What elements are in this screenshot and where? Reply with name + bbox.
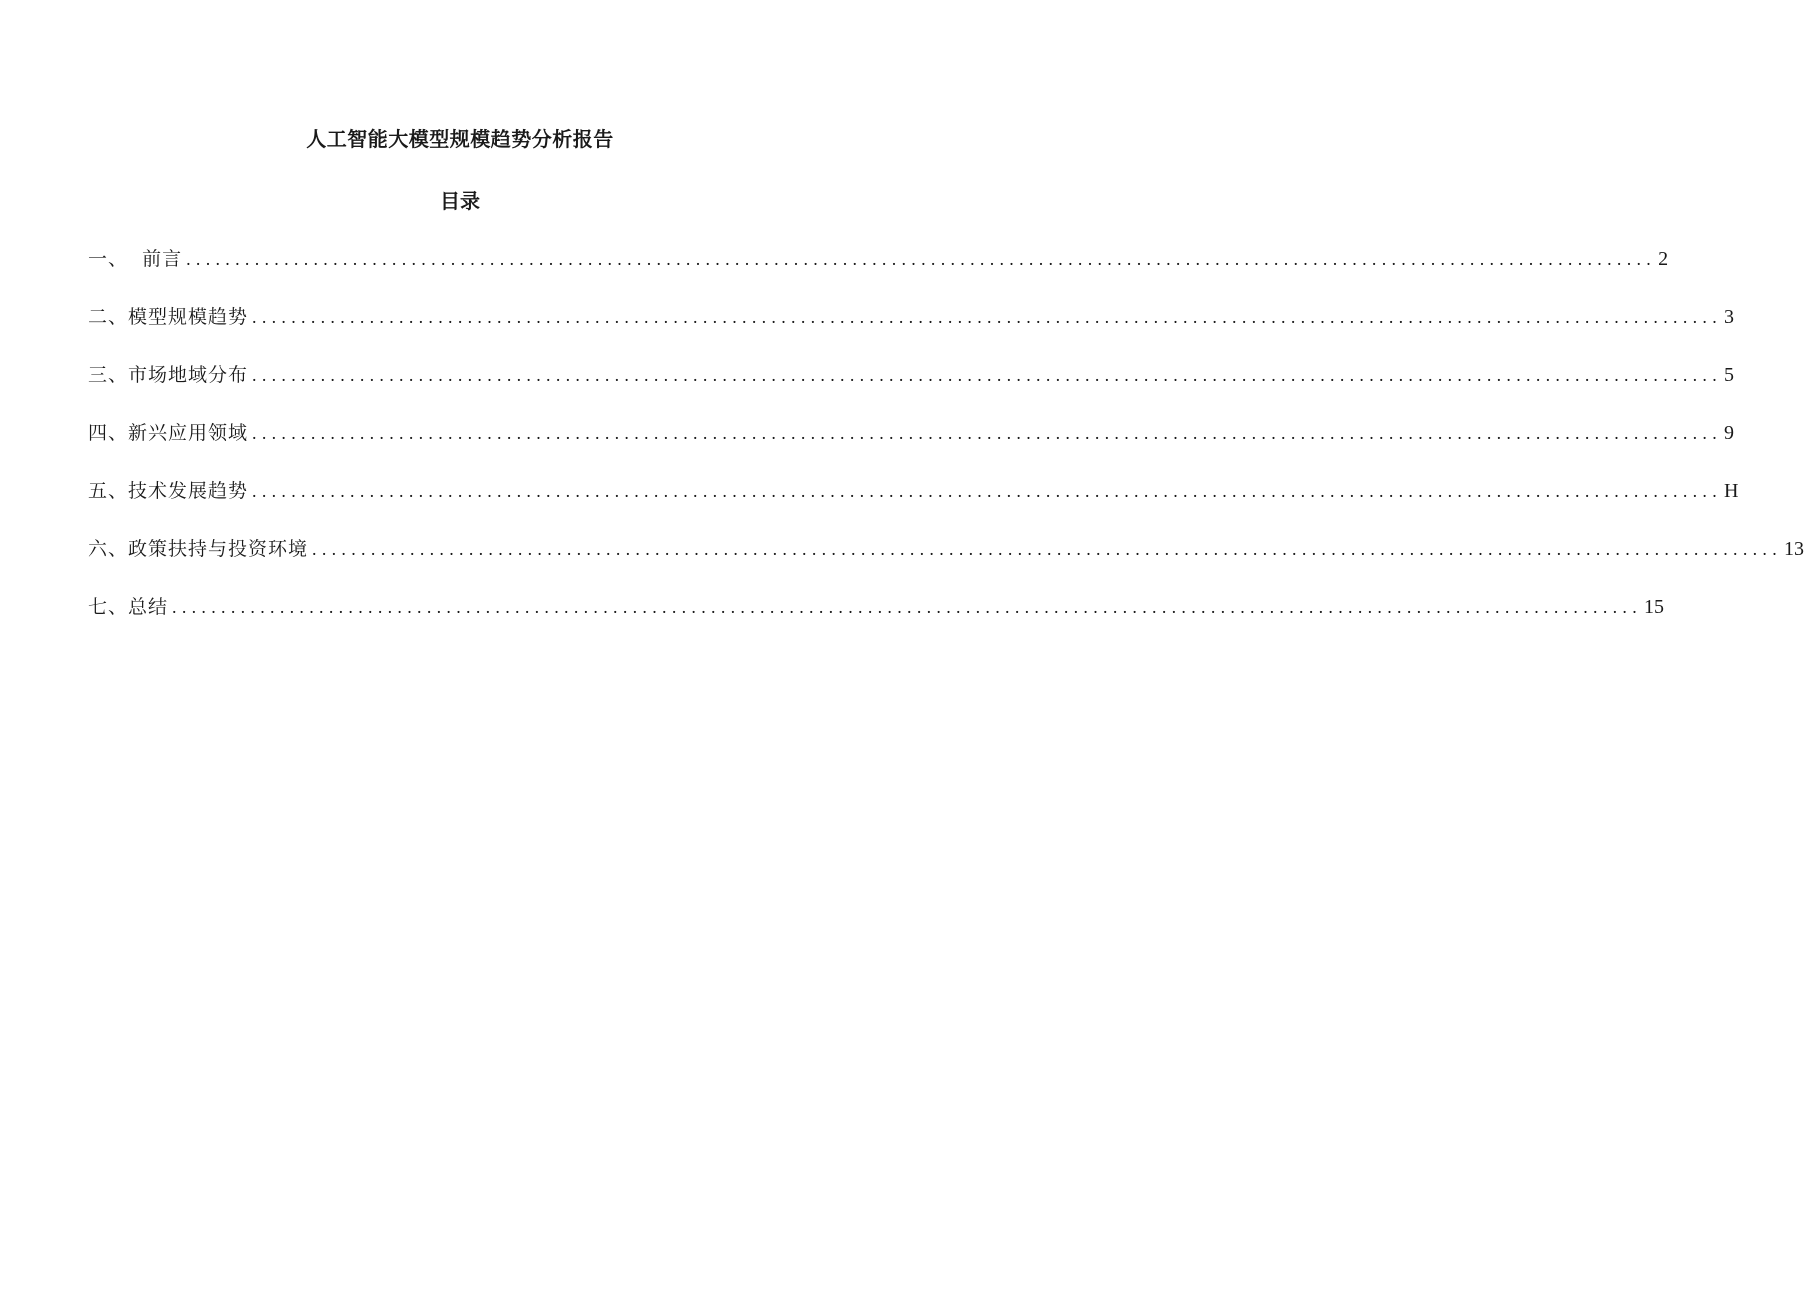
toc-entry-market-regions[interactable] [88, 360, 1735, 418]
toc-entry-number: 七、 [88, 596, 129, 618]
toc-entry-label: 总结 [128, 596, 169, 618]
toc-entry-label: 技术发展趋势 [128, 480, 249, 502]
toc-dot-leader: ...................................................................................................................................................... [252, 365, 1723, 385]
toc-entry-number: 三、 [88, 364, 129, 386]
toc-entry-label: 政策扶持与投资环境 [128, 538, 309, 560]
table-of-contents [88, 244, 1804, 650]
toc-entry-page: 9 [1724, 422, 1735, 444]
toc-entry-label: 新兴应用领域 [128, 422, 249, 444]
toc-entry-model-scale-trend[interactable] [88, 302, 1735, 360]
toc-entry-label: 模型规模趋势 [128, 306, 249, 328]
toc-entry-summary[interactable] [88, 592, 1665, 650]
toc-entry-tech-trends[interactable] [88, 476, 1739, 534]
toc-entry-number: 五、 [88, 480, 129, 502]
toc-entry-policy-investment[interactable] [88, 534, 1804, 592]
toc-entry-page: 15 [1644, 596, 1665, 618]
toc-dot-leader: ...................................................................................................................................................... [252, 481, 1723, 501]
toc-entry-label: 前言 [128, 248, 183, 270]
toc-dot-leader: ...................................................................................................................................................... [172, 597, 1643, 617]
toc-dot-leader: ...................................................................................................................................................... [252, 307, 1723, 327]
toc-entry-label: 市场地域分布 [128, 364, 249, 386]
toc-entry-number: 一、 [88, 248, 129, 270]
toc-entry-page: 5 [1724, 364, 1735, 386]
toc-entry-page: 3 [1724, 306, 1735, 328]
toc-entry-number: 二、 [88, 306, 129, 328]
toc-entry-number: 六、 [88, 538, 129, 560]
toc-entry-emerging-applications[interactable] [88, 418, 1735, 476]
toc-entry-page: 2 [1658, 248, 1669, 270]
toc-dot-leader: ...................................................................................................................................................... [186, 249, 1657, 269]
toc-entry-number: 四、 [88, 422, 129, 444]
toc-entry-page: H [1724, 480, 1739, 502]
toc-heading: 目录 [440, 189, 480, 213]
toc-entry-preface[interactable] [88, 244, 1669, 302]
toc-dot-leader: ...................................................................................................................................................... [312, 539, 1783, 559]
toc-dot-leader: ...................................................................................................................................................... [252, 423, 1723, 443]
toc-entry-page: 13 [1784, 538, 1804, 560]
document-title: 人工智能大模型规模趋势分析报告 [306, 127, 614, 151]
